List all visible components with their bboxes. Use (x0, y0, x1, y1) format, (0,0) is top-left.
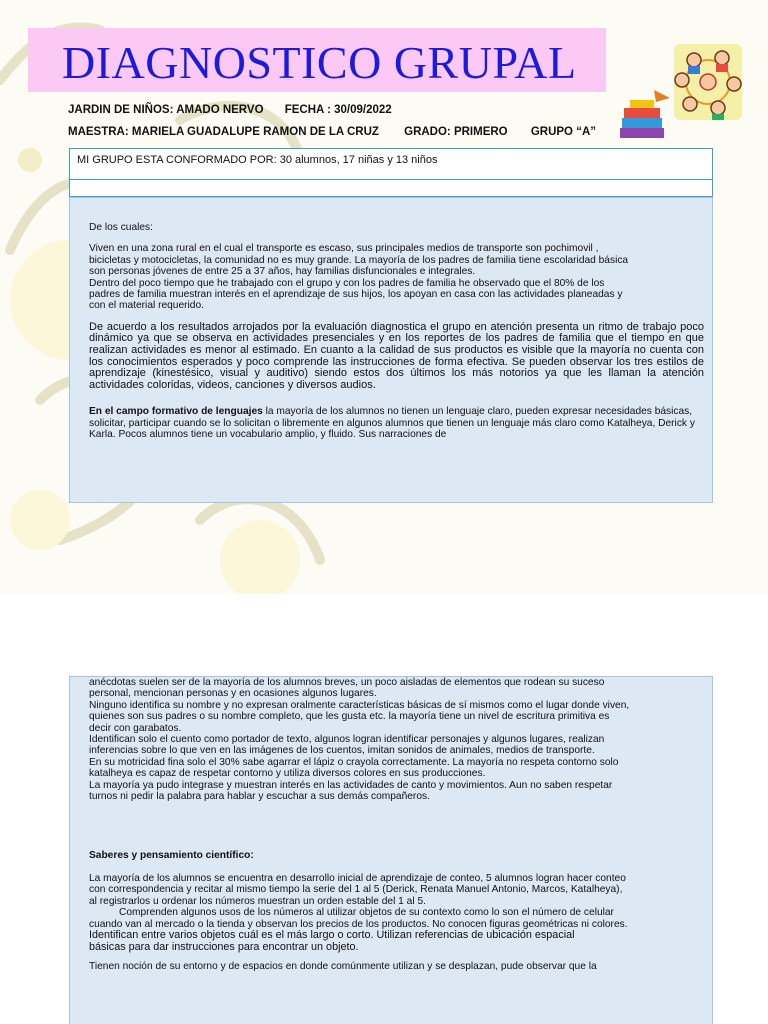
line-katalheya: katalheya es capaz de respetar contorno y utiliza diversos colores en sus producciones. (89, 768, 486, 780)
diagnosis-content-page-1 (69, 197, 713, 503)
line-usos-numeros: Comprenden algunos usos de los números al utilizar objetos de su contexto como lo son el número de celular (119, 907, 614, 919)
line-motricidad: En su motricidad fina solo el 30% sabe agarrar el lápiz o crayola correctamente. La mayoría no respeta contorno solo (89, 756, 619, 768)
line-instrucciones: básicas para dar instrucciones para encontrar un objeto. (89, 940, 359, 953)
line-personal: personal, mencionan personas y en ocasiones algunos lugares. (89, 688, 377, 700)
grupo-label: GRUPO “A” (530, 126, 596, 138)
group-summary-box (69, 148, 713, 180)
line-entorno: Tienen noción de su entorno y de espacios en donde comúnmente utilizan y se desplazan, pude observar que la (89, 961, 597, 973)
group-summary: MI GRUPO ESTA CONFORMADO POR: 30 alumnos, 17 niñas y 13 niños (77, 154, 438, 166)
lenguajes-heading: En el campo formativo de lenguajes (89, 406, 263, 418)
line-nombre: Ninguno identifica su nombre y no expresan oralmente características básicas de sí mismos como el lugar donde viven, (89, 699, 630, 711)
line-conteo: La mayoría de los alumnos se encuentra en desarrollo inicial de aprendizaje de conteo, 5 alumnos logran hacer conteo (89, 872, 626, 884)
grado-label: GRADO: PRIMERO (404, 126, 508, 138)
line-largo-corto: Identifican entre varios objetos cuál es el más largo o corto. Utilizan referencias de ubicación espacial (89, 928, 575, 941)
title-banner (28, 28, 606, 92)
lenguajes-text: la mayoría de los alumnos no tienen un lenguaje claro, pueden expresar necesidades básicas, solicitar, participar cuando se lo solicitan o libremente en algunos alumnos que tienen un lenguaje más claro como Katalheya, Derick y Karla. Pocos alumnos tiene un vocabulario amplio, y fluido. Sus narraciones de (89, 406, 695, 441)
line-correspondencia: con correspondencia y recitar al mismo tiempo la serie del 1 al 5 (Derick, Renata Manuel Antonio, Marcos, Katalheya), (89, 884, 623, 896)
paragraph-context-1c: son personas jóvenes de entre 25 a 37 años, hay familias disfuncionales e integrales. (89, 266, 476, 278)
line-integrase: La mayoría ya pudo integrase y muestran interés en las actividades de canto y movimientos. Aun no saben respetar (89, 779, 613, 791)
paragraph-parents-1: Dentro del poco tiempo que he trabajado con el grupo y con los padres de familia he observado que el 80% de los (89, 277, 605, 289)
header-line-2 (68, 126, 596, 138)
paragraph-parents-1c: con el material requerido. (89, 300, 204, 312)
line-cuento: Identifican solo el cuento como portador de texto, algunos logran identificar personajes y algunos lugares, realizan (89, 734, 605, 746)
books-illustration (610, 88, 674, 144)
line-inferencias: inferencias sobre lo que ven en las imágenes de los cuentos, imitan sonidos de animales, medios de transporte. (89, 745, 595, 757)
line-garabatos: decir con garabatos. (89, 722, 182, 734)
paragraph-parents-1b: padres de familia muestran interés en el aprendizaje de sus hijos, los apoyan en casa con las actividades planeadas y (89, 289, 623, 301)
fecha-label: FECHA : 30/09/2022 (284, 104, 392, 116)
maestra-label: MAESTRA: MARIELA GUADALUPE RAMON DE LA CRUZ (68, 126, 379, 138)
paragraph-evaluation: De acuerdo a los resultados arrojados por la evaluación diagnostica el grupo en atención presenta un ritmo de trabajo poco dinámico ya que se observa en actividades presenciales y en los reportes de los padres de familia que el tiempo en que realizan actividades es menor al estimado. En cuanto a la calidad de sus productos es visible que la mayoría no cuenta con los conocimientos esperados y poco comprende las instrucciones de forma efectiva. Se pueden observar los tres estilos de aprendizaje (kinestésico, visual y auditivo) siendo estos dos últimos los más notorios ya que les llaman la atención actividades coloridas, videos, canciones y diversos audios. (89, 320, 704, 391)
empty-row (69, 180, 713, 197)
header-line-1 (68, 104, 392, 116)
document-title: DIAGNOSTICO GRUPAL (62, 37, 577, 88)
line-mercado: cuando van al mercado o la tienda y observan los precios de los productos. No conocen figuras geométricas ni colores. (89, 918, 628, 930)
line-padres: quienes son sus padres o su nombre completo, que les gusta etc. la mayoría tiene un nivel de escritura primitiva es (89, 711, 610, 723)
paragraph-lenguajes (89, 406, 704, 440)
line-turnos: turnos ni pedir la palabra para hablar y escuchar a sus demás compañeros. (89, 791, 430, 803)
line-anecdotas: anécdotas suelen ser de la mayoría de los alumnos breves, un poco aisladas de elementos que rodean su suceso (89, 677, 605, 688)
jardin-label: JARDIN DE NIÑOS: AMADO NERVO (68, 104, 264, 116)
diagnosis-content-page-2 (69, 676, 713, 1024)
paragraph-context-1: Viven en una zona rural en el cual el transporte es escaso, sus principales medios de transporte son pochimovil , (89, 243, 599, 255)
saberes-heading: Saberes y pensamiento científico: (89, 850, 254, 862)
paragraph-context-1b: bicicletas y motocicletas, la comunidad no es muy grande. La mayoría de los padres de familia tiene escolaridad básica (89, 254, 629, 266)
intro-text: De los cuales: (89, 222, 153, 233)
line-registrarlos: al registrarlos u ordenar los números muestran un orden estable del 1 al 5. (89, 895, 426, 907)
children-circle-illustration (672, 42, 744, 122)
